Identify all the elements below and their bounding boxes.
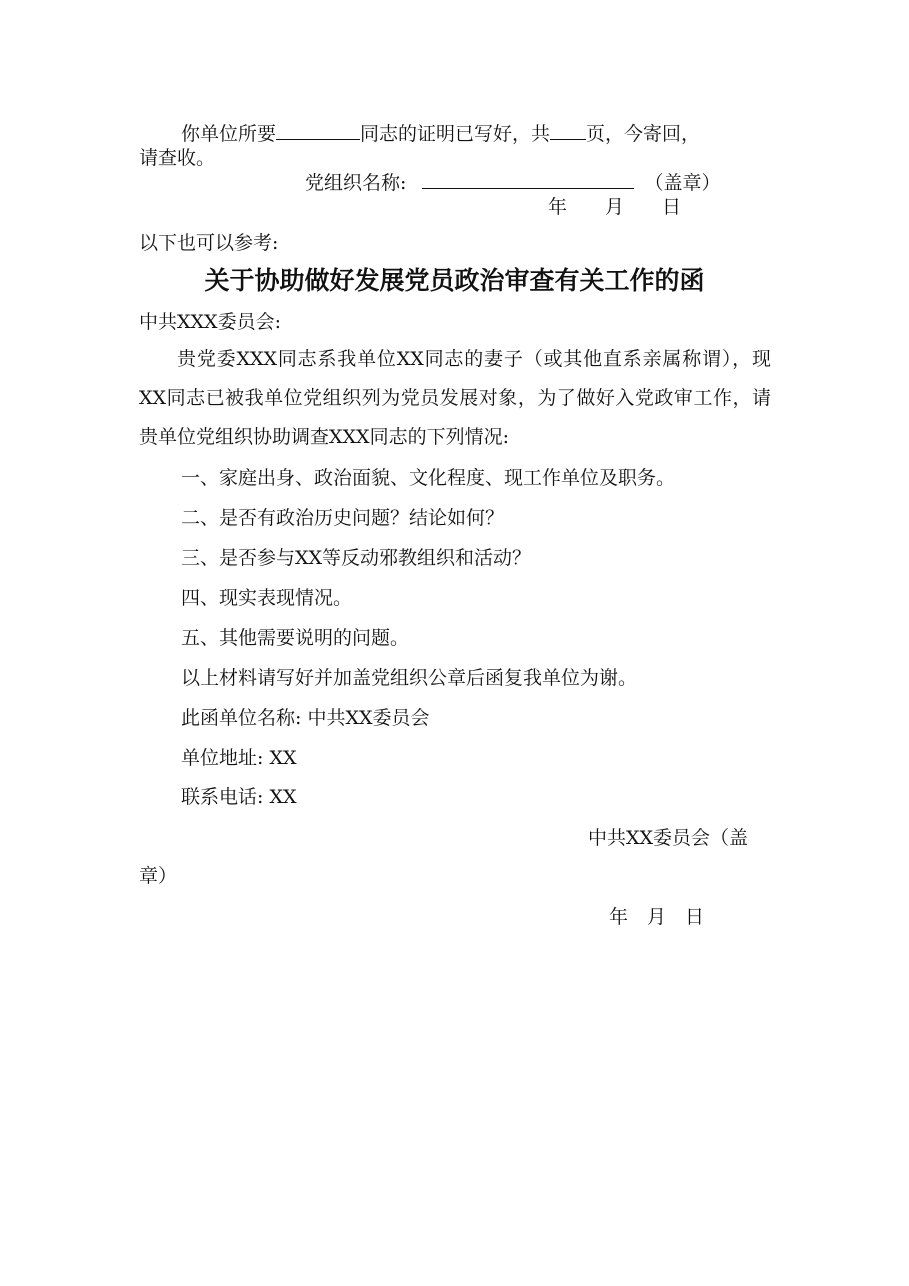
seal-label: （盖章） [644,172,721,194]
cert-note-text-c: 页，今寄回， [586,123,701,145]
signature-line1: 中共XX委员会（盖 [588,827,749,849]
org-name-blank [422,170,634,189]
cert-note-date: 年 月 日 [548,196,682,218]
cert-note-text-b: 同志的证明已写好，共 [360,123,551,145]
signature-date: 年 月 日 [609,906,705,928]
list-item: 四、现实表现情况。 [181,587,353,609]
comrade-name-blank [276,121,360,140]
sender-address: 单位地址: XX [181,747,297,769]
letter-closing: 以上材料请写好并加盖党组织公章后函复我单位为谢。 [181,667,638,689]
page-count-blank [550,121,586,140]
list-item: 一、家庭出身、政治面貌、文化程度、现工作单位及职务。 [181,467,676,489]
reference-note: 以下也可以参考: [139,232,279,254]
letter-addressee: 中共XXX委员会: [139,311,281,333]
sender-phone: 联系电话: XX [181,786,297,808]
list-item: 二、是否有政治历史问题？结论如何？ [181,507,505,529]
letter-title: 关于协助做好发展党员政治审查有关工作的函 [204,266,705,295]
list-item: 三、是否参与XX等反动邪教组织和活动？ [181,547,532,569]
cert-note-line2: 请查收。 [139,147,216,169]
sender-name: 此函单位名称: 中共XX委员会 [181,707,430,729]
cert-note-line1 [181,121,700,146]
letter-body: 贵党委XXX同志系我单位XX同志的妻子（或其他直系亲属称谓），现XX同志已被我单位党组织列为党员发展对象，为了做好入党政审工作，请贵单位党组织协助调查XXX同志的下列情况: [139,348,771,448]
signature-line2: 章） [139,865,178,887]
org-name-label: 党组织名称: [305,172,407,194]
list-item: 五、其他需要说明的问题。 [181,627,410,649]
org-name-line [305,170,721,195]
cert-note-text-a: 你单位所要 [181,123,277,145]
